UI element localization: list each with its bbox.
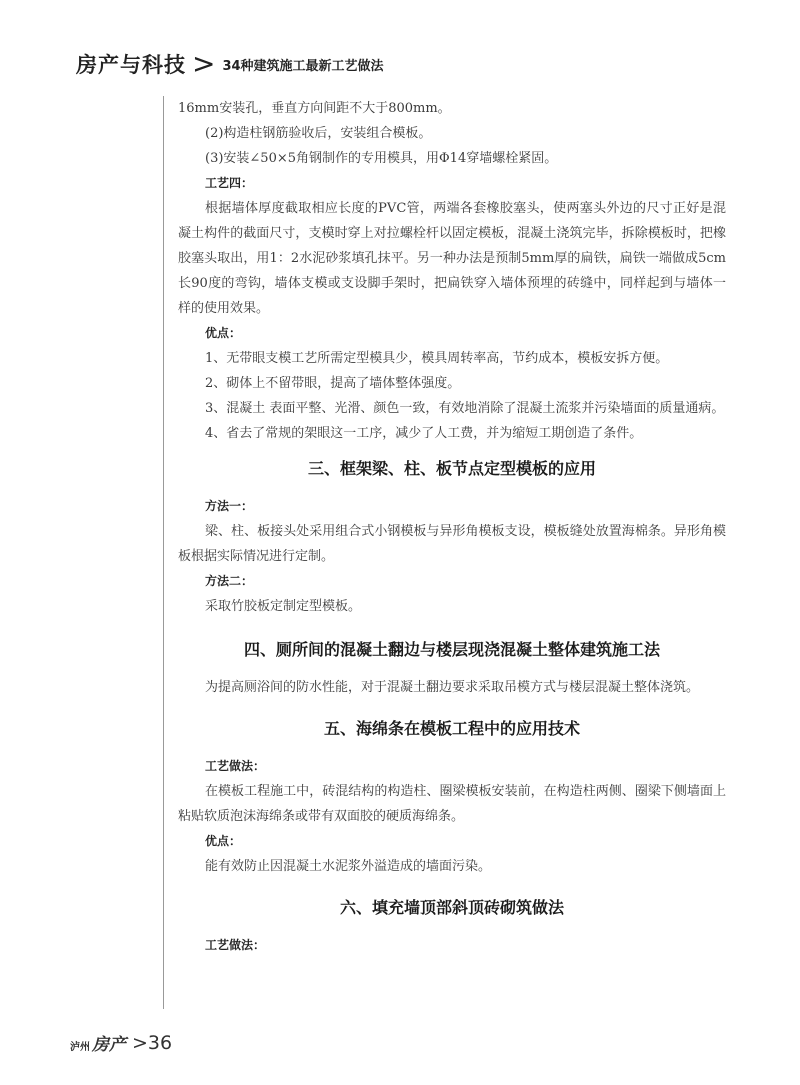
list-item: 4、省去了常规的架眼这一工序，减少了人工费，并为缩短工期创造了条件。 (205, 426, 643, 441)
section-label: 工艺做法： (205, 938, 266, 952)
magazine-title: 房产与科技 (76, 53, 186, 77)
paragraph: (3)安装∠50×5角钢制作的专用模具，用Φ14穿墙螺栓紧固。 (205, 151, 558, 166)
paragraph: 为提高厕浴间的防水性能，对于混凝土翻边要求采取吊模方式与楼层混凝土整体浇筑。 (205, 680, 700, 695)
section-heading: 六、填充墙顶部斜顶砖砌筑做法 (339, 898, 564, 917)
section-heading: 五、海绵条在模板工程中的应用技术 (323, 719, 580, 738)
paragraph: (2)构造柱钢筋验收后，安装组合模板。 (205, 126, 432, 141)
paragraph: 梁、柱、板接头处采用组合式小钢模板与异形角模板支设，模板缝处放置海棉条。异形角模板根据实际情况进行定制。 (178, 524, 726, 564)
section-label: 方法一： (205, 499, 254, 513)
list-item: 3、混凝土 表面平整、光滑、颜色一致，有效地消除了混凝土流浆并污染墙面的质量通病。 (205, 401, 725, 416)
article-title: 34种建筑施工最新工艺做法 (222, 58, 384, 74)
section-heading: 三、框架梁、柱、板节点定型模板的应用 (307, 459, 596, 478)
page-number: >36 (132, 1031, 173, 1054)
article-body (178, 96, 726, 958)
list-item: 1、无带眼支模工艺所需定型模具少，模具周转率高，节约成本，模板安拆方便。 (205, 351, 669, 366)
page-footer (70, 1030, 172, 1055)
paragraph: 能有效防止因混凝土水泥浆外溢造成的墙面污染。 (205, 859, 492, 874)
margin-rule (163, 96, 164, 1009)
section-label: 方法二： (205, 574, 254, 588)
brand-small-text: 泸州 (70, 1042, 90, 1053)
page-header (76, 44, 384, 84)
paragraph: 16mm安装孔，垂直方向间距不大于800mm。 (178, 101, 451, 116)
paragraph: 采取竹胶板定制定型模板。 (205, 599, 362, 614)
section-heading: 四、厕所间的混凝土翻边与楼层现浇混凝土整体建筑施工法 (243, 640, 660, 659)
section-label: 优点： (205, 834, 242, 848)
paragraph: 在模板工程施工中，砖混结构的构造柱、圈梁模板安装前，在构造柱两侧、圈梁下侧墙面上粘贴软质泡沫海绵条或带有双面胶的硬质海绵条。 (178, 784, 726, 824)
section-label: 工艺四： (205, 176, 254, 190)
brand-logo (70, 1030, 126, 1055)
section-label: 工艺做法： (205, 759, 266, 773)
list-item: 2、砌体上不留带眼，提高了墙体整体强度。 (205, 376, 461, 391)
brand-large-text: 房产 (92, 1035, 126, 1055)
section-label: 优点： (205, 326, 242, 340)
paragraph: 根据墙体厚度截取相应长度的PVC管，两端各套橡胶塞头，使两塞头外边的尺寸正好是混凝土构件的截面尺寸，支模时穿上对拉螺栓杆以固定模板，混凝土浇筑完毕，拆除模板时，把橡胶塞头取出，用1：2水泥砂浆填孔抹平。另一种办法是预制5mm厚的扁铁，扁铁一端做成5cm长90度的弯钩，墙体支模或支设脚手架时，把扁铁穿入墙体预埋的砖缝中，同样起到与墙体一样的使用效果。 (178, 201, 726, 316)
chevron-right-icon: > (192, 47, 216, 80)
